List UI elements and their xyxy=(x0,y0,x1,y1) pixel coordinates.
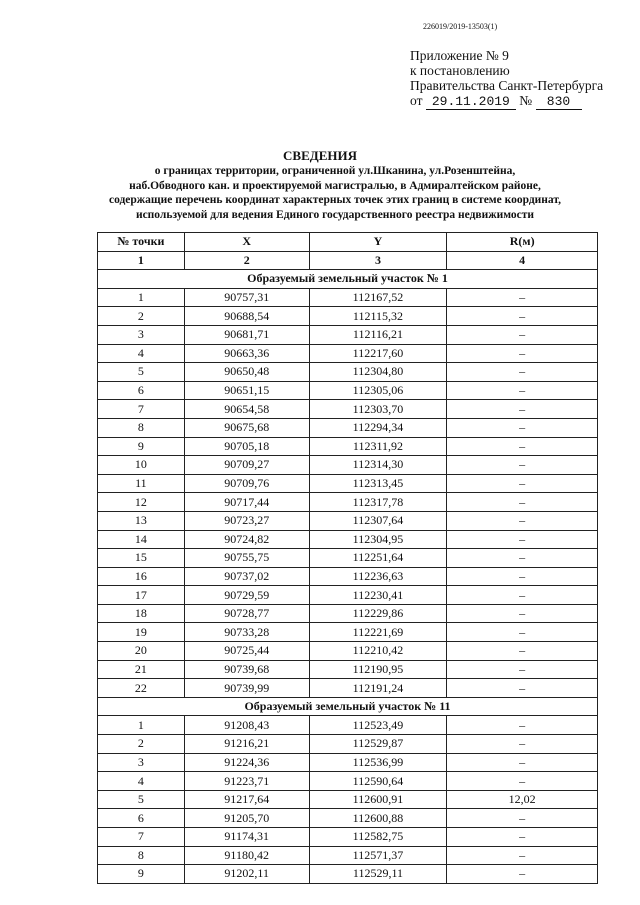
cell-point-number: 12 xyxy=(98,493,185,512)
table-row xyxy=(98,381,598,400)
cell-y: 112529,11 xyxy=(309,865,447,884)
section-title: Образуемый земельный участок № 11 xyxy=(98,697,598,716)
cell-point-number: 15 xyxy=(98,549,185,568)
cell-x: 90733,28 xyxy=(184,623,309,642)
table-row xyxy=(98,828,598,847)
cell-point-number: 9 xyxy=(98,437,185,456)
cell-radius: – xyxy=(447,381,598,400)
table-row xyxy=(98,809,598,828)
cell-radius: 12,02 xyxy=(447,790,598,809)
table-header-row xyxy=(98,233,598,252)
cell-radius: – xyxy=(447,474,598,493)
subtitle-line: наб.Обводного кан. и проектируемой магистралью, в Адмиралтейском районе, xyxy=(129,179,541,192)
cell-radius: – xyxy=(447,604,598,623)
cell-x: 91208,43 xyxy=(184,716,309,735)
cell-x: 90755,75 xyxy=(184,549,309,568)
table-row xyxy=(98,400,598,419)
table-row xyxy=(98,511,598,530)
cell-x: 90675,68 xyxy=(184,418,309,437)
cell-radius: – xyxy=(447,716,598,735)
cell-radius: – xyxy=(447,679,598,698)
table-row xyxy=(98,325,598,344)
cell-point-number: 11 xyxy=(98,474,185,493)
document-subtitle xyxy=(100,164,570,222)
cell-x: 91216,21 xyxy=(184,735,309,754)
cell-y: 112236,63 xyxy=(309,567,447,586)
date-prefix: от xyxy=(410,93,423,108)
cell-y: 112600,91 xyxy=(309,790,447,809)
cell-x: 90705,18 xyxy=(184,437,309,456)
cell-point-number: 10 xyxy=(98,456,185,475)
table-row xyxy=(98,772,598,791)
cell-point-number: 21 xyxy=(98,660,185,679)
table-row xyxy=(98,735,598,754)
cell-y: 112529,87 xyxy=(309,735,447,754)
table-row xyxy=(98,288,598,307)
appendix-line-1: Приложение № 9 xyxy=(410,48,509,63)
cell-y: 112217,60 xyxy=(309,344,447,363)
subtitle-line: содержащие перечень координат характерных точек этих границ в системе координат, xyxy=(108,194,562,206)
cell-radius: – xyxy=(447,772,598,791)
table-body xyxy=(98,270,598,884)
cell-point-number: 3 xyxy=(98,325,185,344)
cell-y: 112523,49 xyxy=(309,716,447,735)
cell-point-number: 3 xyxy=(98,753,185,772)
cell-x: 90729,59 xyxy=(184,586,309,605)
cell-y: 112230,41 xyxy=(309,586,447,605)
cell-radius: – xyxy=(447,530,598,549)
cell-radius: – xyxy=(447,307,598,326)
table-row xyxy=(98,418,598,437)
section-header-row xyxy=(98,270,598,289)
cell-x: 90724,82 xyxy=(184,530,309,549)
cell-point-number: 14 xyxy=(98,530,185,549)
resolution-date: 29.11.2019 xyxy=(426,94,516,110)
cell-radius: – xyxy=(447,642,598,661)
cell-x: 90717,44 xyxy=(184,493,309,512)
column-number-row xyxy=(98,251,598,270)
cell-point-number: 1 xyxy=(98,716,185,735)
cell-radius: – xyxy=(447,586,598,605)
cell-x: 90681,71 xyxy=(184,325,309,344)
cell-point-number: 16 xyxy=(98,567,185,586)
cell-y: 112311,92 xyxy=(309,437,447,456)
cell-x: 90725,44 xyxy=(184,642,309,661)
header-x: X xyxy=(184,233,309,252)
cell-point-number: 19 xyxy=(98,623,185,642)
table-row xyxy=(98,363,598,382)
cell-point-number: 5 xyxy=(98,363,185,382)
cell-radius: – xyxy=(447,735,598,754)
cell-x: 91202,11 xyxy=(184,865,309,884)
cell-x: 90757,31 xyxy=(184,288,309,307)
number-prefix: № xyxy=(519,93,533,108)
cell-radius: – xyxy=(447,493,598,512)
table-row xyxy=(98,642,598,661)
cell-y: 112305,06 xyxy=(309,381,447,400)
table-row xyxy=(98,753,598,772)
cell-radius: – xyxy=(447,511,598,530)
cell-x: 90739,99 xyxy=(184,679,309,698)
table-row xyxy=(98,586,598,605)
cell-point-number: 9 xyxy=(98,865,185,884)
cell-radius: – xyxy=(447,325,598,344)
cell-y: 112313,45 xyxy=(309,474,447,493)
cell-radius: – xyxy=(447,809,598,828)
cell-radius: – xyxy=(447,623,598,642)
table-row xyxy=(98,344,598,363)
cell-point-number: 8 xyxy=(98,846,185,865)
cell-radius: – xyxy=(447,846,598,865)
cell-point-number: 18 xyxy=(98,604,185,623)
cell-y: 112229,86 xyxy=(309,604,447,623)
cell-x: 90651,15 xyxy=(184,381,309,400)
cell-y: 112590,64 xyxy=(309,772,447,791)
cell-point-number: 4 xyxy=(98,772,185,791)
cell-radius: – xyxy=(447,549,598,568)
cell-point-number: 6 xyxy=(98,381,185,400)
cell-point-number: 22 xyxy=(98,679,185,698)
cell-y: 112600,88 xyxy=(309,809,447,828)
resolution-number: 830 xyxy=(536,94,582,110)
header-y: Y xyxy=(309,233,447,252)
cell-x: 91180,42 xyxy=(184,846,309,865)
table-row xyxy=(98,604,598,623)
cell-y: 112307,64 xyxy=(309,511,447,530)
cell-x: 90709,76 xyxy=(184,474,309,493)
table-row xyxy=(98,549,598,568)
document-title: СВЕДЕНИЯ xyxy=(283,148,357,163)
appendix-line-2: к постановлению xyxy=(410,63,510,78)
cell-x: 91174,31 xyxy=(184,828,309,847)
cell-radius: – xyxy=(447,660,598,679)
table-row xyxy=(98,474,598,493)
cell-y: 112251,64 xyxy=(309,549,447,568)
cell-x: 90723,27 xyxy=(184,511,309,530)
cell-x: 91217,64 xyxy=(184,790,309,809)
cell-point-number: 6 xyxy=(98,809,185,828)
cell-point-number: 5 xyxy=(98,790,185,809)
column-number: 2 xyxy=(184,251,309,270)
table-row xyxy=(98,493,598,512)
cell-x: 90650,48 xyxy=(184,363,309,382)
cell-radius: – xyxy=(447,865,598,884)
header-point-number: № точки xyxy=(98,233,185,252)
cell-point-number: 13 xyxy=(98,511,185,530)
cell-radius: – xyxy=(447,753,598,772)
cell-point-number: 7 xyxy=(98,400,185,419)
column-number: 3 xyxy=(309,251,447,270)
cell-y: 112294,34 xyxy=(309,418,447,437)
section-title: Образуемый земельный участок № 1 xyxy=(98,270,598,289)
table-row xyxy=(98,865,598,884)
cell-x: 90654,58 xyxy=(184,400,309,419)
cell-radius: – xyxy=(447,456,598,475)
appendix-line-3: Правительства Санкт-Петербурга xyxy=(410,78,604,93)
cell-point-number: 20 xyxy=(98,642,185,661)
table-row xyxy=(98,660,598,679)
cell-radius: – xyxy=(447,400,598,419)
section-header-row xyxy=(98,697,598,716)
cell-y: 112571,37 xyxy=(309,846,447,865)
appendix-block xyxy=(410,48,603,110)
cell-radius: – xyxy=(447,437,598,456)
cell-y: 112116,21 xyxy=(309,325,447,344)
cell-point-number: 1 xyxy=(98,288,185,307)
cell-y: 112303,70 xyxy=(309,400,447,419)
coordinates-table xyxy=(97,232,598,884)
table-row xyxy=(98,679,598,698)
cell-y: 112210,42 xyxy=(309,642,447,661)
cell-point-number: 7 xyxy=(98,828,185,847)
cell-x: 90728,77 xyxy=(184,604,309,623)
cell-y: 112304,95 xyxy=(309,530,447,549)
column-number: 4 xyxy=(447,251,598,270)
table-row xyxy=(98,456,598,475)
cell-y: 112536,99 xyxy=(309,753,447,772)
cell-point-number: 4 xyxy=(98,344,185,363)
subtitle-line: о границах территории, ограниченной ул.Шканина, ул.Розенштейна, xyxy=(154,165,516,177)
table-row xyxy=(98,623,598,642)
cell-y: 112304,80 xyxy=(309,363,447,382)
cell-radius: – xyxy=(447,288,598,307)
cell-radius: – xyxy=(447,828,598,847)
cell-x: 90739,68 xyxy=(184,660,309,679)
cell-x: 90737,02 xyxy=(184,567,309,586)
cell-x: 91224,36 xyxy=(184,753,309,772)
cell-radius: – xyxy=(447,567,598,586)
cell-radius: – xyxy=(447,363,598,382)
cell-x: 90688,54 xyxy=(184,307,309,326)
table-row xyxy=(98,716,598,735)
cell-x: 90709,27 xyxy=(184,456,309,475)
table-row xyxy=(98,846,598,865)
cell-y: 112191,24 xyxy=(309,679,447,698)
cell-x: 90663,36 xyxy=(184,344,309,363)
cell-point-number: 8 xyxy=(98,418,185,437)
cell-radius: – xyxy=(447,418,598,437)
cell-radius: – xyxy=(447,344,598,363)
cell-y: 112582,75 xyxy=(309,828,447,847)
table-row xyxy=(98,790,598,809)
cell-y: 112115,32 xyxy=(309,307,447,326)
cell-y: 112190,95 xyxy=(309,660,447,679)
appendix-date-line xyxy=(410,93,603,110)
cell-y: 112317,78 xyxy=(309,493,447,512)
cell-x: 91205,70 xyxy=(184,809,309,828)
table-row xyxy=(98,307,598,326)
table-row xyxy=(98,437,598,456)
table-row xyxy=(98,530,598,549)
cell-y: 112314,30 xyxy=(309,456,447,475)
subtitle-line: используемой для ведения Единого государственного реестра недвижимости xyxy=(135,208,535,221)
column-number: 1 xyxy=(98,251,185,270)
cell-y: 112167,52 xyxy=(309,288,447,307)
cell-point-number: 17 xyxy=(98,586,185,605)
document-number: 226019/2019-13503(1) xyxy=(423,22,498,31)
header-radius: R(м) xyxy=(447,233,598,252)
cell-x: 91223,71 xyxy=(184,772,309,791)
cell-point-number: 2 xyxy=(98,307,185,326)
cell-y: 112221,69 xyxy=(309,623,447,642)
cell-point-number: 2 xyxy=(98,735,185,754)
table-row xyxy=(98,567,598,586)
